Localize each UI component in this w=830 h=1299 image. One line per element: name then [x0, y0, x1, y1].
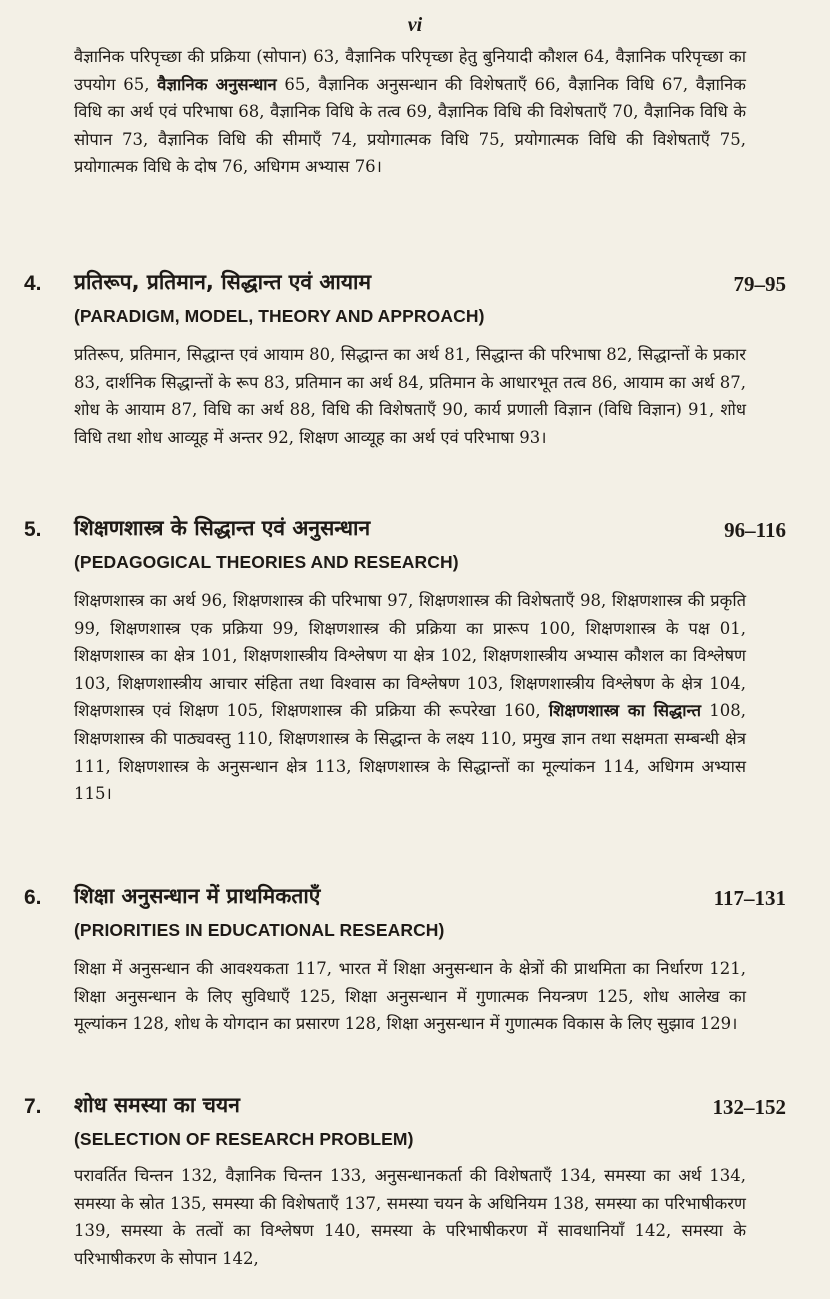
chapter-number: 5.	[24, 518, 42, 541]
chapter-contents-bold-term: शिक्षणशास्त्र का सिद्धान्त	[548, 701, 701, 721]
chapter-5-contents	[74, 587, 746, 808]
chapter-title-english: (SELECTION OF RESEARCH PROBLEM)	[74, 1129, 414, 1149]
chapter-page-range: 132–152	[712, 1095, 786, 1119]
chapter-title-hindi: शिक्षा अनुसन्धान में प्राथमिकताएँ	[74, 884, 321, 908]
chapter-number: 6.	[24, 886, 42, 909]
chapter-title-english: (PRIORITIES IN EDUCATIONAL RESEARCH)	[74, 920, 445, 940]
chapter-title-hindi: शिक्षणशास्त्र के सिद्धान्त एवं अनुसन्धान	[74, 516, 371, 540]
chapter-title-english: (PARADIGM, MODEL, THEORY AND APPROACH)	[74, 306, 485, 326]
intro-bold-term: वैज्ञानिक अनुसन्धान	[157, 74, 277, 94]
chapter-title-english: (PEDAGOGICAL THEORIES AND RESEARCH)	[74, 552, 459, 572]
page-number: vi	[407, 14, 423, 36]
chapter-page-range: 117–131	[713, 886, 786, 910]
chapter-contents-text: प्रतिरूप, प्रतिमान, सिद्धान्त एवं आयाम 80, सिद्धान्त का अर्थ 81, सिद्धान्त की परिभाषा 82, सिद्धान्तों के प्रकार 83, दार्शनिक सिद्धान्तों के रूप 83, प्रतिमान का अर्थ 84, प्रतिमान के आधारभूत तत्व 86, आयाम का अर्थ 87, शोध के आयाम 87, विधि का अर्थ 88, विधि की विशेषताएँ 90, कार्य प्रणाली विज्ञान (विधि विज्ञान) 91, शोध विधि तथा शोध आव्यूह में अन्तर 92, शिक्षण आव्यूह का अर्थ एवं परिभाषा 93।	[74, 345, 746, 447]
chapter-6-contents	[74, 955, 746, 1038]
chapter-number: 4.	[24, 272, 42, 295]
chapter-7-contents	[74, 1162, 746, 1272]
chapter-contents-text: शिक्षा में अनुसन्धान की आवश्यकता 117, भारत में शिक्षा अनुसन्धान के क्षेत्रों की प्राथमिता का निर्धारण 121, शिक्षा अनुसन्धान के लिए सुविधाएँ 125, शिक्षा अनुसन्धान में गुणात्मक नियन्त्रण 125, शोध आलेख का मूल्यांकन 128, शोध के योगदान का प्रसारण 128, शिक्षा अनुसन्धान में गुणात्मक विकास के लिए सुझाव 129।	[74, 959, 746, 1034]
intro-text: 65, वैज्ञानिक अनुसन्धान की विशेषताएँ 66, वैज्ञानिक विधि 67, वैज्ञानिक विधि का अर्थ एवं परिभाषा 68, वैज्ञानिक विधि के तत्व 69, वैज्ञानिक विधि की विशेषताएँ 70, वैज्ञानिक विधि के सोपान 73, वैज्ञानिक विधि की सीमाएँ 74, प्रयोगात्मक विधि 75, प्रयोगात्मक विधि की विशेषताएँ 75, प्रयोगात्मक विधि के दोष 76, अधिगम अभ्यास 76।	[74, 74, 746, 177]
intro-text: वैज्ञानिक परिपृच्छा की प्रक्रिया (सोपान) 63, वैज्ञानिक परिपृच्छा हेतु बुनियादी कौशल 64, वैज्ञानिक परिपृच्छा का उपयोग 65,	[74, 47, 746, 94]
chapter-title-hindi: शोध समस्या का चयन	[74, 1093, 240, 1117]
intro-paragraph	[74, 43, 746, 181]
chapter-page-range: 96–116	[724, 518, 786, 542]
chapter-page-range: 79–95	[733, 272, 786, 296]
chapter-contents-text: परावर्तित चिन्तन 132, वैज्ञानिक चिन्तन 133, अनुसन्धानकर्ता की विशेषताएँ 134, समस्या का अर्थ 134, समस्या के स्रोत 135, समस्या की विशेषताएँ 137, समस्या चयन के अधिनियम 138, समस्या का परिभाषीकरण 139, समस्या के तत्वों का विश्लेषण 140, समस्या के परिभाषीकरण में सावधानियाँ 142, समस्या के परिभाषीकरण के सोपान 142,	[74, 1166, 746, 1268]
chapter-title-hindi: प्रतिरूप, प्रतिमान, सिद्धान्त एवं आयाम	[74, 270, 372, 294]
chapter-4-contents	[74, 341, 746, 451]
chapter-contents-text: शिक्षणशास्त्र का अर्थ 96, शिक्षणशास्त्र की परिभाषा 97, शिक्षणशास्त्र की विशेषताएँ 98, शिक्षणशास्त्र की प्रकृति 99, शिक्षणशास्त्र एक प्रक्रिया 99, शिक्षणशास्त्र की प्रक्रिया का प्रारूप 100, शिक्षणशास्त्र के पक्ष 01, शिक्षणशास्त्र का क्षेत्र 101, शिक्षणशास्त्रीय विश्लेषण या क्षेत्र 102, शिक्षणशास्त्रीय अभ्यास कौशल का विश्लेषण 103, शिक्षणशास्त्रीय आचार संहिता तथा विश्वास का विश्लेषण 103, शिक्षणशास्त्रीय विश्लेषण के क्षेत्र 104, शिक्षणशास्त्र एवं शिक्षण 105, शिक्षणशास्त्र की प्रक्रिया की रूपरेखा 160,	[74, 591, 746, 721]
chapter-number: 7.	[24, 1095, 42, 1118]
chapter-contents-text: 108, शिक्षणशास्त्र की पाठ्यवस्तु 110, शिक्षणशास्त्र के सिद्धान्त के लक्ष्य 110, प्रमुख ज्ञान तथा सक्षमता सम्बन्धी क्षेत्र 111, शिक्षणशास्त्र के अनुसन्धान क्षेत्र 113, शिक्षणशास्त्र के सिद्धान्तों का मूल्यांकन 114, अधिगम अभ्यास 115।	[74, 701, 746, 804]
